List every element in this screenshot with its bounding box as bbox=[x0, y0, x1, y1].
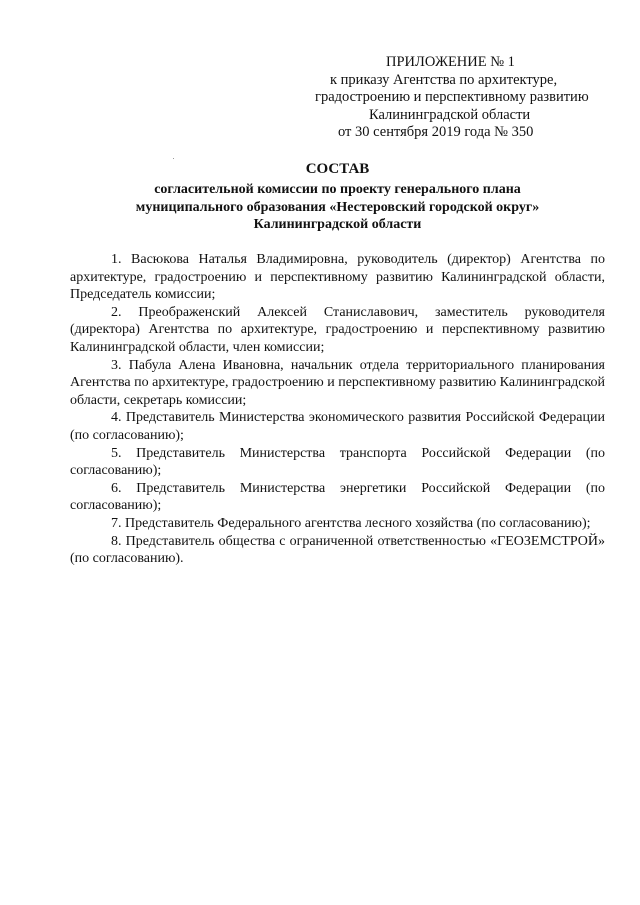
commission-members-list bbox=[70, 251, 605, 568]
list-item: 7. Представитель Федерального агентства лесного хозяйства (по согласованию); bbox=[111, 515, 591, 531]
list-item: 4. Представитель Министерства экономического развития Российской Федерации (по согласованию); bbox=[70, 410, 605, 443]
title-subtitle-line: муниципального образования «Нестеровский городской округ» bbox=[135, 199, 540, 215]
list-item: 5. Представитель Министерства транспорта Российской Федерации (по согласованию); bbox=[70, 445, 605, 479]
appendix-order-line: к приказу Агентства по архитектуре, bbox=[330, 71, 558, 88]
list-item: 1. Васюкова Наталья Владимировна, руководитель (директор) Агентства по архитектуре, градостроению и перспективному развитию Калининградской области, Председатель комиссии; bbox=[70, 252, 605, 303]
scan-speck bbox=[173, 158, 174, 159]
list-item: 3. Пабула Алена Ивановна, начальник отдела территориального планирования Агентства по архитектуре, градостроению и перспективному развитию Калининградской области, секретарь комиссии; bbox=[70, 357, 605, 408]
appendix-order-date: от 30 сентября 2019 года № 350 bbox=[338, 124, 534, 141]
appendix-order-line: градостроению и перспективному развитию bbox=[315, 89, 589, 106]
title-subtitle-line: согласительной комиссии по проекту генерального плана bbox=[154, 182, 521, 197]
list-item: 8. Представитель общества с ограниченной ответственностью «ГЕОЗЕМСТРОЙ» (по согласованию). bbox=[70, 533, 605, 567]
list-item: 2. Преображенский Алексей Станиславович, заместитель руководителя (директора) Агентства по архитектуре, градостроению и перспективному развитию Калининградской области, член комиссии; bbox=[70, 304, 605, 355]
appendix-number: ПРИЛОЖЕНИЕ № 1 bbox=[386, 54, 515, 70]
appendix-header bbox=[290, 54, 620, 142]
list-item: 6. Представитель Министерства энергетики Российской Федерации (по согласованию); bbox=[70, 480, 605, 514]
appendix-order-line: Калининградской области bbox=[369, 106, 531, 123]
title-subtitle-line: Калининградской области bbox=[253, 217, 422, 232]
document-title bbox=[70, 160, 605, 234]
title-main: СОСТАВ bbox=[305, 161, 370, 177]
